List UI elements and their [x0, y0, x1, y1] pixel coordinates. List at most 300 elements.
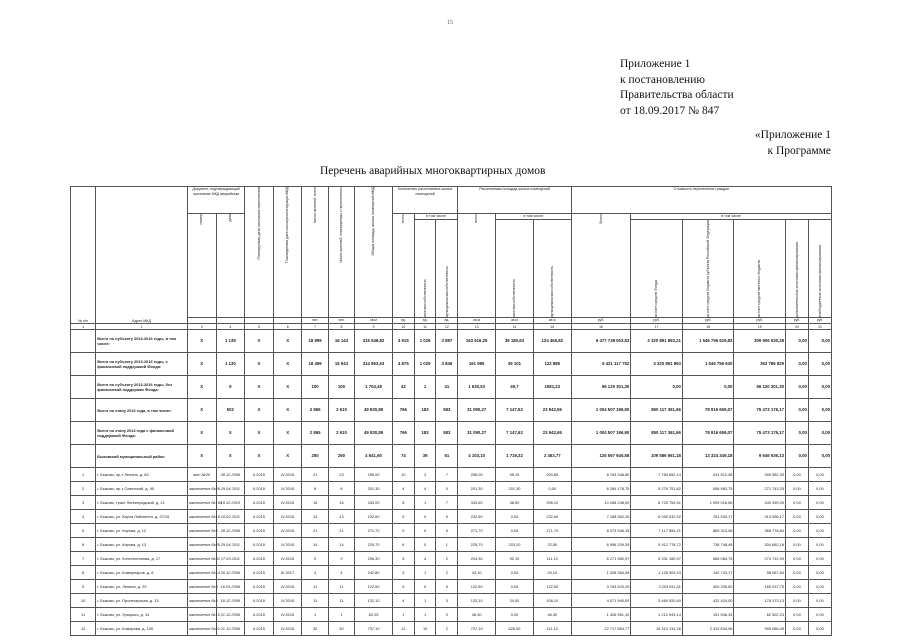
cell-end: II.2015: [245, 622, 274, 636]
total-value: 109 586 661,18: [631, 445, 683, 468]
cell-demolition: IV.2015: [273, 482, 302, 496]
cell-extra2: 0,00: [808, 482, 831, 496]
total-value: X: [273, 445, 302, 468]
cell-address: г. Быково, ул. Константинова, д. 17: [96, 552, 188, 566]
cell-end: II.2015: [245, 496, 274, 510]
cell-cost-local: 449 339,25: [734, 496, 786, 510]
cell-prem-total: 1: [392, 608, 414, 622]
cell-residents-total: 21: [302, 524, 328, 538]
total-value: 1 004 507 196,90: [571, 422, 631, 445]
total-num: [71, 445, 96, 468]
total-value: 1 025: [414, 353, 436, 376]
total-value: 61: [436, 445, 458, 468]
cell-residents-total: 16: [302, 496, 328, 510]
total-value: 49 830,89: [355, 422, 393, 445]
cell-prem-muni: 0: [436, 608, 458, 622]
cell-end: II.2015: [245, 580, 274, 594]
cell-area-private: 95,15: [496, 468, 534, 482]
cell-address: г. Быково, ул. Карла Либкнехта, д. 27/15: [96, 510, 188, 524]
cell-extra1: 0,00: [786, 482, 809, 496]
total-value: 3 887: [436, 330, 458, 353]
cell-extra1: 0,00: [786, 552, 809, 566]
total-row: [71, 445, 832, 468]
header-area-total: всего: [458, 214, 496, 318]
total-value: 31 090,27: [458, 422, 496, 445]
cell-prem-private: 4: [414, 482, 436, 496]
total-value: 56 120 301,30: [571, 376, 631, 399]
cell-area: 232,60: [355, 510, 393, 524]
total-value: 78 916 659,07: [682, 422, 734, 445]
header-premises-private: частная собственность: [414, 219, 436, 318]
cell-prem-total: 4: [392, 594, 414, 608]
cell-cost-fund: 1 212 943,14: [631, 608, 683, 622]
cell-extra1: 0,00: [786, 496, 809, 510]
total-value: X: [273, 399, 302, 422]
total-value: X: [216, 422, 245, 445]
cell-area-private: 201,30: [496, 482, 534, 496]
unit-cell: руб.: [734, 318, 786, 324]
total-value: 39 180,63: [496, 330, 534, 353]
cell-address: г. Быково, ул. Кирова, д. 13: [96, 538, 188, 552]
column-number: 6: [273, 324, 302, 330]
cell-extra2: 0,00: [808, 552, 831, 566]
cell-extra1: 0,00: [786, 594, 809, 608]
total-value: X: [273, 330, 302, 353]
column-number: 2: [96, 324, 188, 330]
table-row: [71, 622, 832, 636]
cell-prem-total: 10: [392, 468, 414, 482]
total-label: Всего по субъекту 2013-2016 годы, в том числе:: [96, 330, 188, 353]
cell-area: 82,25: [355, 608, 393, 622]
cell-cost-fund: 7 117 854,21: [631, 524, 683, 538]
cell-area-private: 0,00: [496, 510, 534, 524]
column-number: 14: [496, 324, 534, 330]
total-value: 39: [414, 445, 436, 468]
total-value: 183: [414, 399, 436, 422]
total-value: 766: [392, 422, 414, 445]
cell-demolition: IV.2015: [273, 580, 302, 594]
header-cost-extra1: дополнительные источники финансирования: [786, 219, 809, 318]
total-value: 15 943: [328, 353, 354, 376]
total-value: 163 616,25: [458, 330, 496, 353]
cell-prem-total: 5: [392, 524, 414, 538]
total-value: 31 090,27: [458, 399, 496, 422]
total-value: 4 875: [392, 353, 414, 376]
cell-cost-regional: 140 743,17: [682, 566, 734, 580]
cell-cost-local: 274 712,90: [734, 552, 786, 566]
cell-num: 4: [71, 510, 96, 524]
cell-prem-private: 5: [414, 538, 436, 552]
total-value: X: [187, 353, 216, 376]
cell-address: г. Быково, ул. Пролетарская, д. 13: [96, 594, 188, 608]
cell-doc-number: заключение №199: [187, 496, 216, 510]
cell-num: 7: [71, 552, 96, 566]
column-number: 4: [216, 324, 245, 330]
cell-doc-date: 21.12.2006: [216, 608, 245, 622]
total-value: 42: [392, 376, 414, 399]
cell-doc-number: заключение №21: [187, 622, 216, 636]
cell-extra1: 0,00: [786, 538, 809, 552]
cell-area-private: 0,00: [496, 580, 534, 594]
table-row: [71, 496, 832, 510]
program-appendix-line-1: «Приложение 1: [754, 129, 831, 141]
cell-area-muni: 0,00: [533, 482, 571, 496]
table-row: [71, 538, 832, 552]
header-doc-group: Документ, подтверждающий признание МКД аварийным: [187, 187, 244, 214]
total-value: 1 719,32: [496, 445, 534, 468]
table-row: [71, 552, 832, 566]
total-value: 3 320 891 893,21: [631, 330, 683, 353]
total-value: 0,00: [808, 376, 831, 399]
cell-num: 8: [71, 566, 96, 580]
cell-prem-total: 4: [392, 482, 414, 496]
cell-extra1: 0,00: [786, 622, 809, 636]
cell-area-private: 626,00: [496, 622, 534, 636]
total-value: X: [187, 422, 216, 445]
column-number: 10: [392, 324, 414, 330]
cell-num: 12: [71, 622, 96, 636]
header-area-municipal: муниципальная собственность: [533, 219, 571, 318]
cell-num: 9: [71, 580, 96, 594]
total-value: 309 906 530,28: [734, 330, 786, 353]
total-row: [71, 376, 832, 399]
cell-prem-total: 8: [392, 496, 414, 510]
total-value: 2 610: [328, 422, 354, 445]
cell-residents-planned: 14: [328, 538, 354, 552]
cell-area-muni: 108,10: [533, 594, 571, 608]
cell-doc-date: 16.02.2011: [216, 510, 245, 524]
total-value: 0,00: [786, 353, 809, 376]
header-planned-end: Планируемая дата окончания переселения: [245, 187, 274, 318]
cell-area-private: 0,00: [496, 608, 534, 622]
cell-doc-date: 28.12.2006: [216, 524, 245, 538]
cell-residents-total: 14: [302, 538, 328, 552]
total-value: X: [216, 445, 245, 468]
cell-end: II.2015: [245, 468, 274, 482]
cell-cost-total: 8 763 346,80: [571, 468, 631, 482]
cell-extra2: 0,00: [808, 608, 831, 622]
cell-doc-number: заключение №14: [187, 566, 216, 580]
cell-prem-muni: 1: [436, 538, 458, 552]
header-num: № п/п: [71, 187, 96, 324]
cell-cost-local: 304 682,18: [734, 538, 786, 552]
total-value: 2 865: [302, 422, 328, 445]
cell-doc-number: заключение №18: [187, 510, 216, 524]
cell-doc-number: заключение №32: [187, 552, 216, 566]
cell-cost-fund: 7 784 652,14: [631, 468, 683, 482]
total-value: 0,00: [786, 376, 809, 399]
total-value: 2 463,77: [533, 445, 571, 468]
table-row: [71, 608, 832, 622]
total-value: 0,00: [786, 422, 809, 445]
total-value: 1 139: [216, 330, 245, 353]
table-row: [71, 594, 832, 608]
cell-area-total: 122,50: [458, 580, 496, 594]
total-value: 583: [436, 422, 458, 445]
total-num: [71, 399, 96, 422]
cell-area-muni: 46,30: [533, 608, 571, 622]
total-value: 0,00: [808, 353, 831, 376]
header-residents-planned: Число жителей, планируемых к переселению: [328, 187, 354, 318]
column-number: 3: [187, 324, 216, 330]
total-value: 353 786 829: [734, 353, 786, 376]
cell-cost-total: 10 268 248,00: [571, 496, 631, 510]
cell-residents-planned: 21: [328, 524, 354, 538]
unit-cell: ед.: [414, 318, 436, 324]
cell-address: г. Быково, ул. Комарова, д. 109: [96, 622, 188, 636]
total-value: X: [273, 422, 302, 445]
cell-residents-planned: 13: [328, 510, 354, 524]
cell-extra2: 0,00: [808, 468, 831, 482]
total-label: Быковский муниципальный район: [96, 445, 188, 468]
cell-residents-planned: 11: [328, 594, 354, 608]
cell-end: II.2015: [245, 552, 274, 566]
total-value: X: [245, 330, 274, 353]
cell-cost-local: 399 582,33: [734, 468, 786, 482]
unit-cell: кв.м: [533, 318, 571, 324]
header-cost-extra2: внебюджетные источники финансирования: [808, 219, 831, 318]
total-value: 49,7: [496, 376, 534, 399]
cell-cost-regional: 761 933,17: [682, 510, 734, 524]
cell-area-muni: 111,10: [533, 622, 571, 636]
cell-cost-regional: 2 412 634,06: [682, 622, 734, 636]
cell-extra1: 0,00: [786, 524, 809, 538]
total-value: 78 916 659,07: [682, 399, 734, 422]
total-value: X: [273, 353, 302, 376]
cell-cost-total: 6 956 209,39: [571, 538, 631, 552]
total-value: 125 567 945,58: [571, 445, 631, 468]
column-number: 19: [734, 324, 786, 330]
cell-doc-date: 21.12.2006: [216, 622, 245, 636]
cell-demolition: IV.2015: [273, 510, 302, 524]
header-planned-demolition: Планируемая дата сноса/реконструкции МКД: [273, 187, 302, 318]
cell-end: II.2015: [245, 482, 274, 496]
total-value: 7 147,62: [496, 399, 534, 422]
unit-cell: кв.м: [458, 318, 496, 324]
cell-extra1: 0,00: [786, 608, 809, 622]
total-value: 124 465,82: [533, 330, 571, 353]
cell-num: 5: [71, 524, 96, 538]
total-value: X: [245, 376, 274, 399]
cell-cost-fund: 8 725 754,51: [631, 496, 683, 510]
total-value: 850 117 361,66: [631, 422, 683, 445]
cell-extra2: 0,00: [808, 594, 831, 608]
total-value: 183: [414, 422, 436, 445]
total-value: 0,00: [786, 399, 809, 422]
cell-area-muni: 22,50: [533, 538, 571, 552]
cell-doc-number: заключение №3: [187, 594, 216, 608]
cell-area-muni: 295,10: [533, 496, 571, 510]
cell-residents-total: 1: [302, 608, 328, 622]
unit-cell: ед.: [392, 318, 414, 324]
unit-cell: кв.м: [496, 318, 534, 324]
cell-end: II.2015: [245, 524, 274, 538]
cell-cost-total: 8 373 946,15: [571, 524, 631, 538]
cell-prem-muni: 3: [436, 594, 458, 608]
cell-extra1: 0,00: [786, 510, 809, 524]
cell-residents-total: 13: [302, 510, 328, 524]
document-title: Перечень аварийных многоквартирных домов: [320, 165, 546, 177]
cell-prem-total: 6: [392, 552, 414, 566]
total-value: X: [187, 445, 216, 468]
total-value: X: [245, 445, 274, 468]
cell-extra2: 0,00: [808, 580, 831, 594]
cell-cost-regional: 151 546,34: [682, 608, 734, 622]
total-value: 9 646 936,13: [734, 445, 786, 468]
cell-doc-number: заключение №66: [187, 482, 216, 496]
total-label: Всего по этапу 2013 года с финансовой поддержкой Фонда:: [96, 422, 188, 445]
cell-num: 11: [71, 608, 96, 622]
cell-prem-total: 3: [392, 566, 414, 580]
total-label: Всего по субъекту 2013-2016 годы, с финансовой поддержкой Фонда:: [96, 353, 188, 376]
cell-area-total: 46,30: [458, 608, 496, 622]
cell-extra1: 0,00: [786, 566, 809, 580]
header-cost-regional: за счет средств бюджета субъекта Российской Федерации: [682, 219, 734, 318]
cell-residents-planned: 6: [328, 482, 354, 496]
total-value: X: [245, 422, 274, 445]
cell-doc-number: заключение №4: [187, 524, 216, 538]
cell-residents-planned: 23: [328, 468, 354, 482]
cell-cost-regional: 738 748,48: [682, 538, 734, 552]
page-number: 15: [447, 20, 453, 26]
cell-prem-private: 1: [414, 496, 436, 510]
cell-doc-date: 29.04.2011: [216, 482, 245, 496]
header-area-group: Расселяемая площадь жилых помещений: [458, 187, 571, 214]
cell-prem-total: 12: [392, 622, 414, 636]
unit-cell: чел.: [328, 318, 354, 324]
total-value: 6 421 117 752: [571, 353, 631, 376]
cell-cost-regional: 666 084,75: [682, 552, 734, 566]
cell-area: 271,70: [355, 524, 393, 538]
cell-extra2: 0,00: [808, 524, 831, 538]
column-number: 7: [302, 324, 328, 330]
cell-demolition: III.2017: [273, 566, 302, 580]
unit-cell: руб.: [808, 318, 831, 324]
table-row: [71, 482, 832, 496]
cell-cost-total: 4 071 940,00: [571, 594, 631, 608]
total-value: 13 324 349,18: [682, 445, 734, 468]
total-label: Всего по этапу 2013 года, в том числе:: [96, 399, 188, 422]
total-value: 0,00: [786, 330, 809, 353]
total-value: 0,00: [808, 330, 831, 353]
total-value: 2 865: [302, 399, 328, 422]
cell-area-total: 201,30: [458, 482, 496, 496]
column-number: 13: [458, 324, 496, 330]
cell-doc-date: 28.12.2006: [216, 468, 245, 482]
cell-cost-local: 313 996,17: [734, 510, 786, 524]
cell-prem-muni: 2: [436, 552, 458, 566]
total-value: X: [187, 376, 216, 399]
cell-end: II.2015: [245, 594, 274, 608]
total-value: 0,00: [808, 445, 831, 468]
total-value: 3 846: [436, 353, 458, 376]
cell-cost-total: 22 717 854,77: [571, 622, 631, 636]
cell-doc-date: 16.03.2009: [216, 580, 245, 594]
cell-area: 296,00: [355, 468, 393, 482]
cell-area-muni: 200,85: [533, 468, 571, 482]
cell-area-muni: 271,70: [533, 524, 571, 538]
cell-extra2: 0,00: [808, 538, 831, 552]
cell-address: г. Быково, ул. Кирова, д. 12: [96, 524, 188, 538]
header-cost-local: за счет средств местного бюджета: [734, 219, 786, 318]
total-value: 583: [436, 399, 458, 422]
total-value: 502: [216, 399, 245, 422]
unit-cell: чел.: [302, 318, 328, 324]
cell-residents-planned: 1: [328, 608, 354, 622]
cell-demolition: IV.2015: [273, 496, 302, 510]
cell-cost-total: 1 426 961,10: [571, 608, 631, 622]
cell-demolition: IV.2015: [273, 538, 302, 552]
cell-demolition: IV.2015: [273, 594, 302, 608]
cell-cost-total: 7 168 562,26: [571, 510, 631, 524]
total-value: 39 101: [496, 353, 534, 376]
header-cost-group: Стоимость переселения граждан: [571, 187, 831, 214]
cell-area: 122,50: [355, 580, 393, 594]
cell-doc-number: заключение №4: [187, 580, 216, 594]
emergency-housing-table: [70, 186, 832, 636]
cell-address: г. Быково, ул. Урицкого, д. 14: [96, 608, 188, 622]
cell-address: г. Быково, ул. Ленина, д. 25: [96, 580, 188, 594]
column-number: 21: [808, 324, 831, 330]
cell-residents-planned: 16: [328, 496, 354, 510]
total-value: 0,00: [786, 445, 809, 468]
total-row: [71, 353, 832, 376]
total-value: 18 899: [302, 330, 328, 353]
cell-prem-private: 0: [414, 580, 436, 594]
header-premises-total: всего: [392, 214, 414, 318]
column-number: 1: [71, 324, 96, 330]
cell-prem-private: 3: [414, 468, 436, 482]
cell-cost-fund: 3 460 920,40: [631, 594, 683, 608]
cell-cost-local: 178 373,13: [734, 594, 786, 608]
total-value: 250: [302, 445, 328, 468]
total-num: [71, 376, 96, 399]
cell-residents-total: 6: [302, 482, 328, 496]
header-cost-fund: за счет средств Фонда: [631, 219, 683, 318]
header-residents-total: Число жителей, всего: [302, 187, 328, 318]
program-appendix-line-2: к Программе: [767, 144, 831, 157]
cell-area-total: 203,30: [458, 552, 496, 566]
unit-cell: руб.: [631, 318, 683, 324]
cell-cost-local: 58 067,64: [734, 566, 786, 580]
cell-prem-total: 6: [392, 580, 414, 594]
total-value: 75 473 176,17: [734, 422, 786, 445]
total-row: [71, 330, 832, 353]
table-row: [71, 468, 832, 482]
cell-doc-number: заключение №65: [187, 538, 216, 552]
cell-prem-private: 10: [414, 622, 436, 636]
column-number: 12: [436, 324, 458, 330]
appendix-line-1: Приложение 1: [620, 58, 691, 70]
cell-prem-private: 1: [414, 594, 436, 608]
cell-area-total: 132,10: [458, 594, 496, 608]
cell-demolition: IV.2015: [273, 468, 302, 482]
total-value: 1 546 756 630: [682, 353, 734, 376]
cell-demolition: IV.2015: [273, 552, 302, 566]
unit-cell: руб.: [682, 318, 734, 324]
total-value: 766: [392, 399, 414, 422]
cell-cost-total: 1 328 384,08: [571, 566, 631, 580]
total-value: 1581,23: [533, 376, 571, 399]
cell-residents-total: 4: [302, 566, 328, 580]
cell-cost-fund: 6 099 532,92: [631, 510, 683, 524]
cell-prem-muni: 5: [436, 524, 458, 538]
cell-residents-total: 21: [302, 468, 328, 482]
cell-cost-regional: 400 335,82: [682, 580, 734, 594]
total-value: 7 147,62: [496, 422, 534, 445]
header-premises-incl: в том числе: [414, 214, 458, 220]
total-value: 75 473 176,17: [734, 399, 786, 422]
